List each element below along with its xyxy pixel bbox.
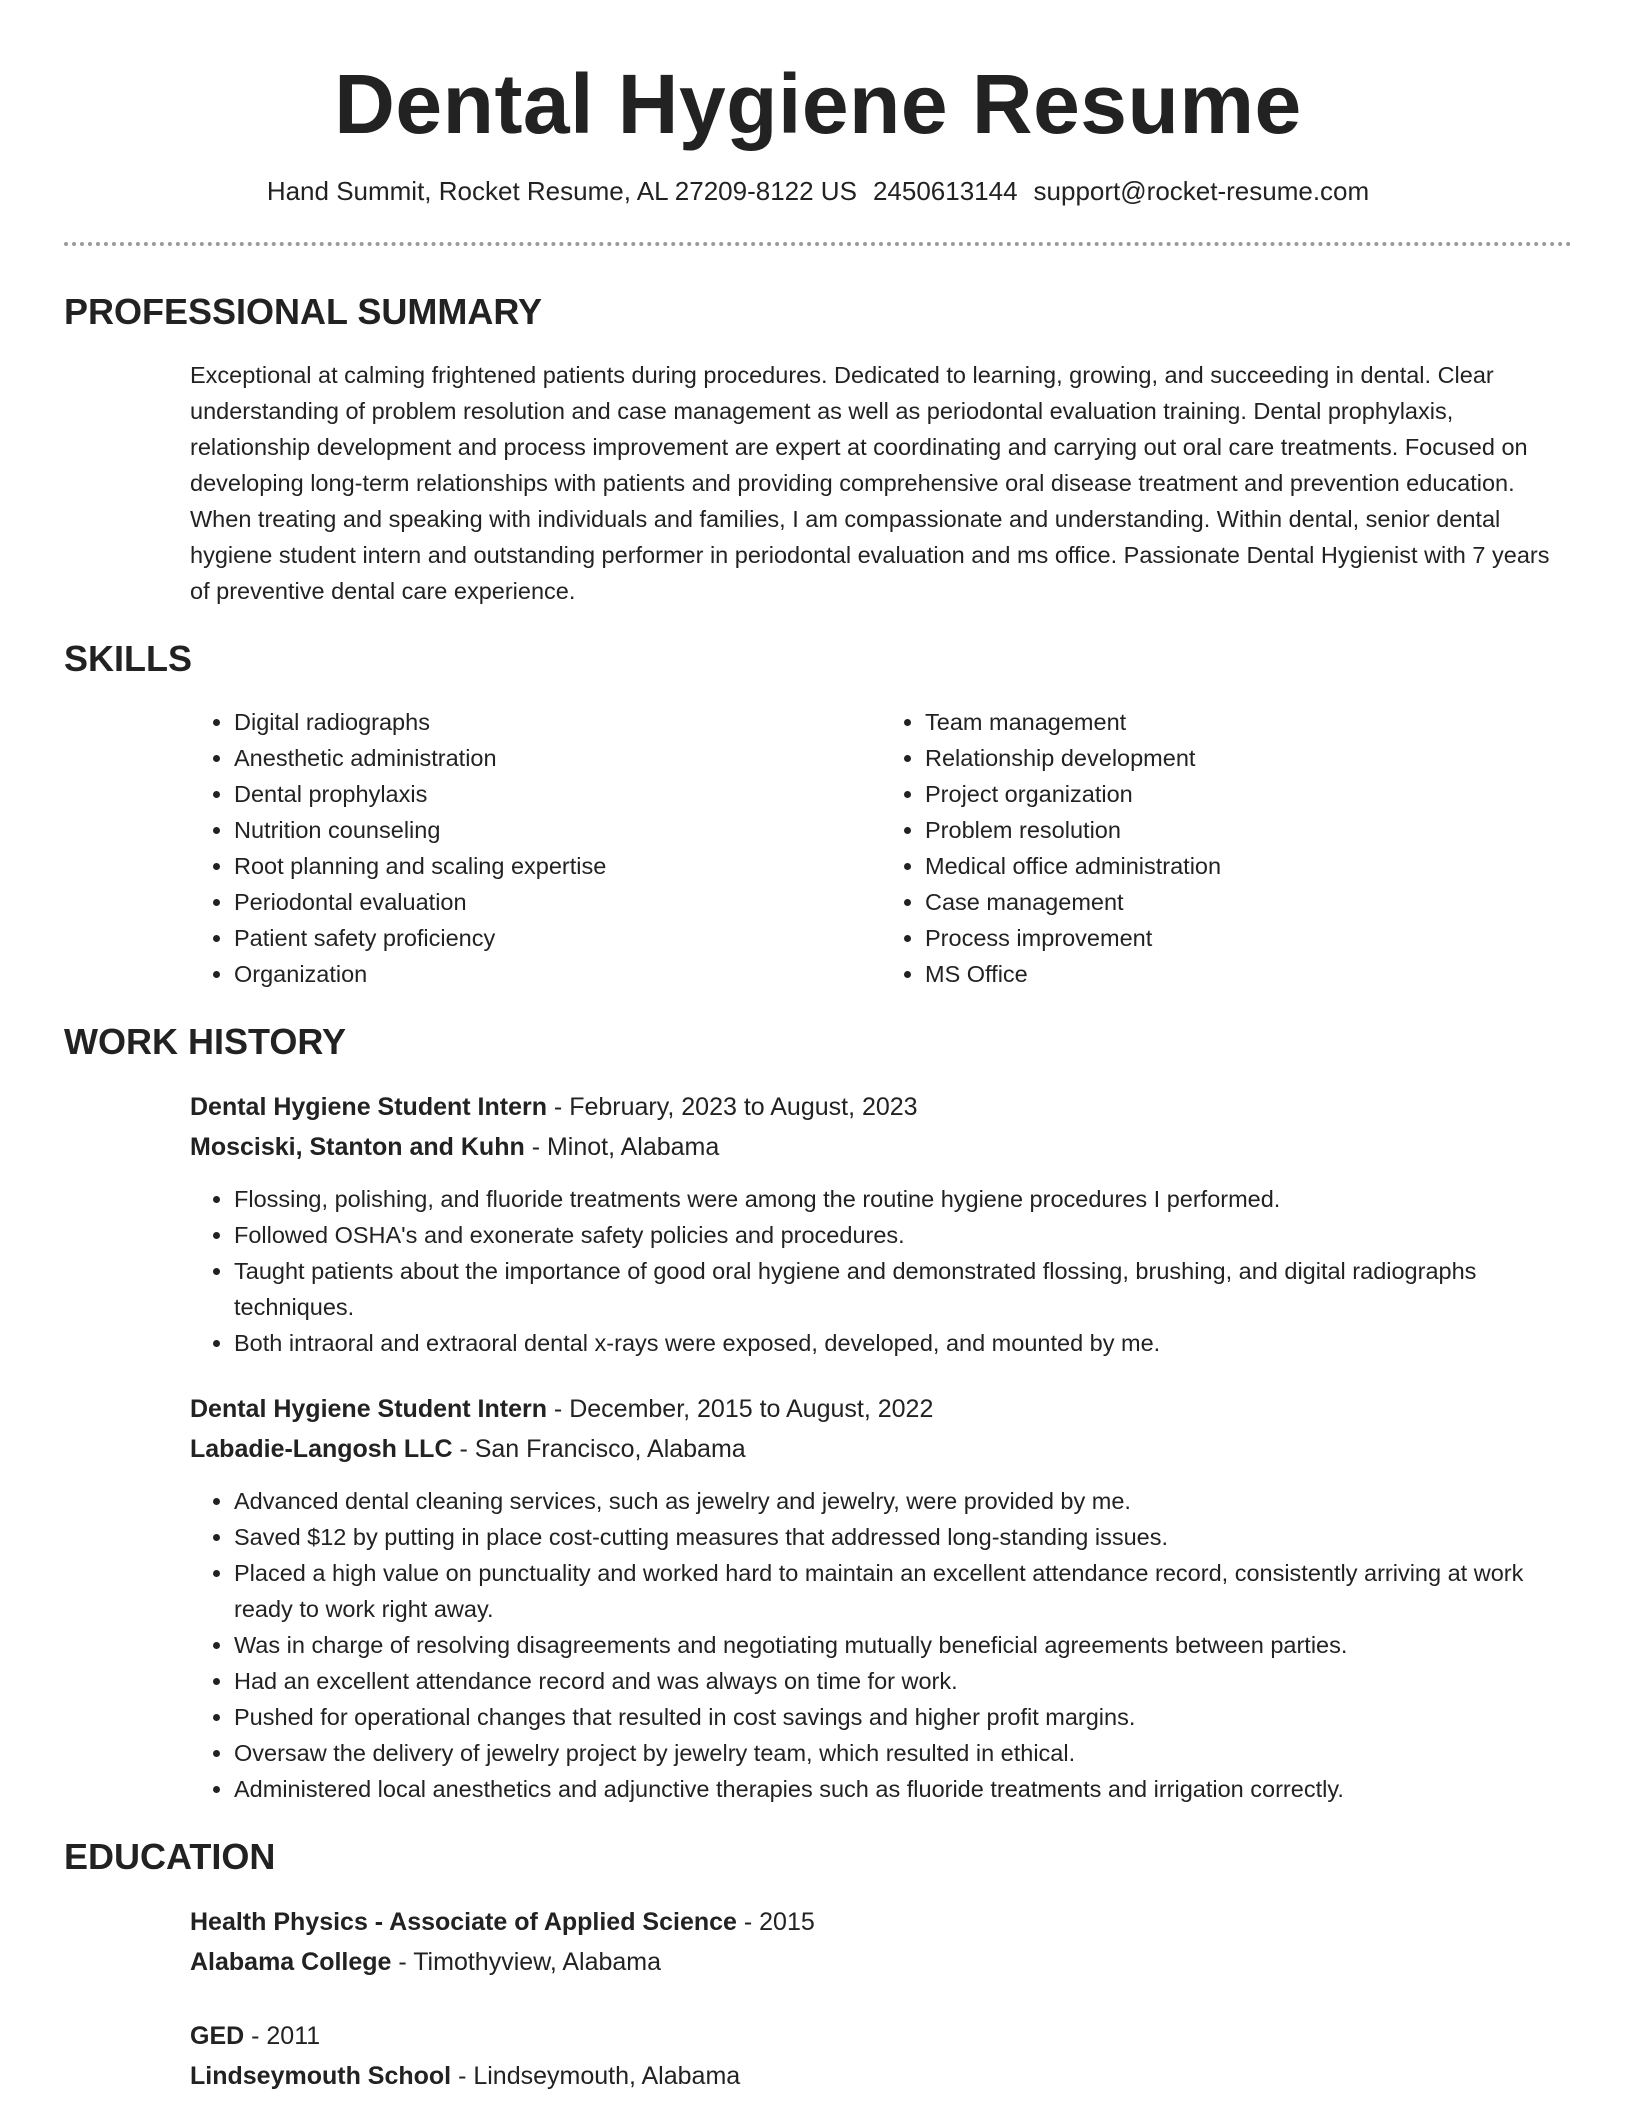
education-location: - Lindseymouth, Alabama — [451, 2062, 741, 2091]
job-entry — [190, 1087, 1572, 1361]
job-bullet: • Saved $12 by putting in place cost-cutting measures that addressed long-standing issues. — [234, 1519, 1572, 1555]
job-company-line — [190, 1127, 1572, 1167]
job-bullet: • Both intraoral and extraoral dental x-rays were exposed, developed, and mounted by me. — [234, 1325, 1572, 1361]
job-title-line — [190, 1087, 1572, 1127]
skill-item: • Process improvement — [925, 920, 1572, 956]
skills-column-left — [190, 704, 881, 992]
job-location: - Minot, Alabama — [524, 1133, 720, 1162]
job-bullet: • Flossing, polishing, and fluoride treatments were among the routine hygiene procedures I performed. — [234, 1181, 1572, 1217]
job-location: - San Francisco, Alabama — [452, 1435, 746, 1464]
header-divider — [64, 242, 1572, 246]
skill-item: • Anesthetic administration — [234, 740, 881, 776]
education-school: Alabama College — [190, 1948, 392, 1977]
education-degree: Health Physics - Associate of Applied Science — [190, 1908, 737, 1937]
skill-item: • Case management — [925, 884, 1572, 920]
skills-column-right — [881, 704, 1572, 992]
contact-line — [64, 176, 1572, 207]
education-year: - 2011 — [244, 2022, 321, 2051]
job-dates: - December, 2015 to August, 2022 — [546, 1395, 934, 1424]
summary-text: Exceptional at calming frightened patients during procedures. Dedicated to learning, growing, and succeeding in dental. Clear understanding of problem resolution and case management as well as periodontal evaluation training. Dental prophylaxis, relationship development and process improvement are expert at coordinating and carrying out oral care treatments. Focused on developing long-term relationships with patients and providing comprehensive oral disease treatment and prevention education. When treating and speaking with individuals and families, I am compassionate and understanding. Within dental, senior dental hygiene student intern and outstanding performer in periodontal evaluation and ms office. Passionate Dental Hygienist with 7 years of preventive dental care experience. — [190, 361, 1550, 604]
job-bullet: • Pushed for operational changes that resulted in cost savings and higher profit margins. — [234, 1699, 1572, 1735]
skill-item: • Medical office administration — [925, 848, 1572, 884]
job-title-line — [190, 1389, 1572, 1429]
job-bullet: • Advanced dental cleaning services, such as jewelry and jewelry, were provided by me. — [234, 1483, 1572, 1519]
education-location: - Timothyview, Alabama — [391, 1948, 662, 1977]
education-year: - 2015 — [736, 1908, 815, 1937]
skill-item: • Root planning and scaling expertise — [234, 848, 881, 884]
education-entry — [190, 2016, 1572, 2096]
job-company: Mosciski, Stanton and Kuhn — [190, 1133, 525, 1162]
contact-phone: 2450613144 — [872, 176, 1018, 207]
job-bullets — [190, 1181, 1572, 1361]
section-title-summary: PROFESSIONAL SUMMARY — [64, 290, 543, 332]
skill-item: • Patient safety proficiency — [234, 920, 881, 956]
section-title-education: EDUCATION — [64, 1836, 276, 1878]
contact-address: Hand Summit, Rocket Resume, AL 27209-8122 US — [266, 176, 857, 207]
job-bullet: • Placed a high value on punctuality and worked hard to maintain an excellent attendance record, consistently arriving at work ready to work right away. — [234, 1555, 1572, 1627]
section-title-skills: SKILLS — [64, 637, 193, 679]
skill-item: • Relationship development — [925, 740, 1572, 776]
education-degree-line — [190, 2016, 1572, 2056]
job-bullet: • Was in charge of resolving disagreements and negotiating mutually beneficial agreements between parties. — [234, 1627, 1572, 1663]
job-position: Dental Hygiene Student Intern — [190, 1395, 547, 1424]
education-school-line — [190, 2056, 1572, 2096]
job-company-line — [190, 1429, 1572, 1469]
job-position: Dental Hygiene Student Intern — [190, 1093, 547, 1122]
skill-item: • Problem resolution — [925, 812, 1572, 848]
skill-item: • Team management — [925, 704, 1572, 740]
job-dates: - February, 2023 to August, 2023 — [546, 1093, 918, 1122]
skill-item: • Project organization — [925, 776, 1572, 812]
education-school-line — [190, 1942, 1572, 1982]
skills-list — [190, 704, 1572, 992]
job-bullets — [190, 1483, 1572, 1807]
resume-page — [64, 0, 1572, 2096]
skill-item: • Dental prophylaxis — [234, 776, 881, 812]
education-school: Lindseymouth School — [190, 2062, 452, 2091]
education-degree-line — [190, 1902, 1572, 1942]
job-company: Labadie-Langosh LLC — [190, 1435, 453, 1464]
education-degree: GED — [190, 2022, 245, 2051]
contact-email: support@rocket-resume.com — [1033, 176, 1370, 207]
education-entry — [190, 1902, 1572, 1982]
section-title-work-history: WORK HISTORY — [64, 1020, 347, 1062]
job-bullet: • Had an excellent attendance record and was always on time for work. — [234, 1663, 1572, 1699]
job-bullet: • Taught patients about the importance of good oral hygiene and demonstrated flossing, brushing, and digital radiographs techniques. — [234, 1253, 1572, 1325]
skill-item: • Organization — [234, 956, 881, 992]
skill-item: • Digital radiographs — [234, 704, 881, 740]
skill-item: • MS Office — [925, 956, 1572, 992]
skill-item: • Nutrition counseling — [234, 812, 881, 848]
job-entry — [190, 1389, 1572, 1807]
job-bullet: • Followed OSHA's and exonerate safety policies and procedures. — [234, 1217, 1572, 1253]
resume-title: Dental Hygiene Resume — [334, 57, 1302, 151]
job-bullet: • Administered local anesthetics and adjunctive therapies such as fluoride treatments and irrigation correctly. — [234, 1771, 1572, 1807]
job-bullet: • Oversaw the delivery of jewelry project by jewelry team, which resulted in ethical. — [234, 1735, 1572, 1771]
skill-item: • Periodontal evaluation — [234, 884, 881, 920]
